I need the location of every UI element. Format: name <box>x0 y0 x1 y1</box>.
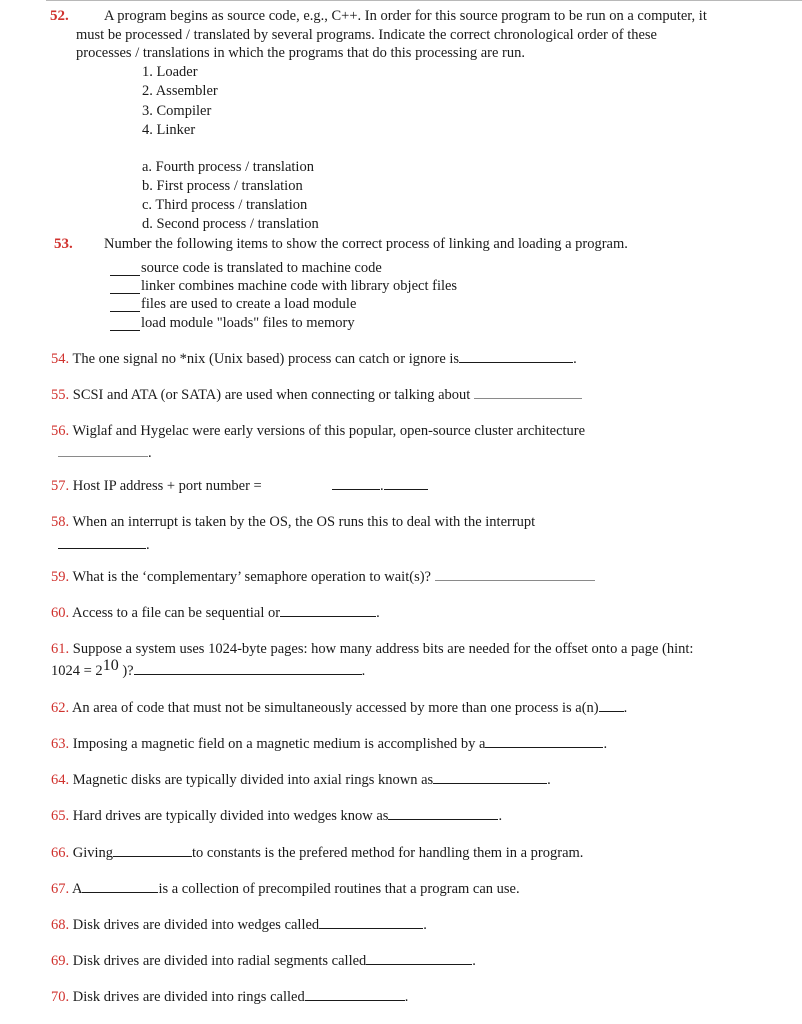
question-end: . <box>361 663 366 679</box>
list-item: 3. Compiler <box>142 103 212 119</box>
answer-blank[interactable] <box>433 782 547 784</box>
question-63 <box>51 736 607 753</box>
question-text-before: A <box>71 881 83 897</box>
question-text-before: Giving <box>72 845 114 861</box>
question-number: 56. <box>51 423 70 439</box>
question-number: 57. <box>51 478 70 494</box>
question-text: Wiglaf and Hygelac were early versions of this popular, open-source cluster architecture <box>72 423 586 439</box>
question-text: Imposing a magnetic field on a magnetic medium is accomplished by a <box>72 736 486 752</box>
answer-blank[interactable] <box>110 274 140 276</box>
answer-blank[interactable] <box>110 310 140 312</box>
question-end: . <box>404 989 409 1005</box>
question-end: . <box>148 445 152 461</box>
question-text: An area of code that must not be simultaneously accessed by more than one process is a(n) <box>71 700 599 716</box>
question-number: 52. <box>50 8 69 24</box>
question-55 <box>51 387 582 404</box>
question-64 <box>51 772 551 789</box>
question-number: 64. <box>51 772 70 788</box>
question-60 <box>51 605 380 622</box>
question-number: 65. <box>51 808 70 824</box>
question-58 <box>51 514 535 531</box>
question-text: Access to a file can be sequential or <box>71 605 281 621</box>
answer-blank[interactable] <box>134 673 362 675</box>
question-number: 53. <box>54 236 73 252</box>
question-59 <box>51 569 595 586</box>
question-text: Suppose a system uses 1024-byte pages: how many address bits are needed for the offset onto a page (hint: <box>72 641 694 657</box>
answer-blank[interactable] <box>319 927 423 929</box>
question-end: . <box>498 808 503 824</box>
question-56 <box>51 423 585 440</box>
option-item: b. First process / translation <box>142 178 303 194</box>
question-number: 59. <box>51 569 70 585</box>
list-item: load module "loads" files to memory <box>141 315 355 331</box>
question-56-answer <box>58 445 152 462</box>
question-end: . <box>472 953 476 969</box>
answer-blank[interactable] <box>384 488 428 490</box>
question-text: Disk drives are divided into rings called <box>72 989 305 1005</box>
question-end: . <box>623 700 628 716</box>
answer-blank[interactable] <box>82 891 158 893</box>
question-end: . <box>547 772 551 788</box>
question-text: Host IP address + port number = <box>72 478 262 494</box>
list-item: 2. Assembler <box>142 83 218 99</box>
top-rule <box>46 0 802 1</box>
question-number: 58. <box>51 514 70 530</box>
question-57-answer <box>332 478 428 495</box>
answer-blank[interactable] <box>388 818 498 820</box>
question-61-line2 <box>51 657 366 680</box>
list-item: files are used to create a load module <box>141 296 357 312</box>
formula-base: 1024 = 2 <box>51 663 103 679</box>
question-text: Magnetic disks are typically divided into axial rings known as <box>72 772 434 788</box>
list-item: 4. Linker <box>142 122 196 138</box>
question-end: . <box>573 351 577 367</box>
list-item: linker combines machine code with library object files <box>141 278 458 294</box>
question-text-line: processes / translations in which the programs that do this processing are run. <box>76 45 525 61</box>
question-68 <box>51 917 427 934</box>
answer-blank[interactable] <box>58 547 146 549</box>
option-item: d. Second process / translation <box>142 216 319 232</box>
question-number: 69. <box>51 953 70 969</box>
question-text: What is the ‘complementary’ semaphore operation to wait(s)? <box>72 569 431 585</box>
question-61 <box>51 641 693 658</box>
question-text: When an interrupt is taken by the OS, the OS runs this to deal with the interrupt <box>72 514 536 530</box>
question-text-line: A program begins as source code, e.g., C++. In order for this source program to be run on a computer, it <box>104 8 707 24</box>
formula-close: )? <box>118 663 134 679</box>
question-69 <box>51 953 476 970</box>
answer-blank[interactable] <box>305 999 405 1001</box>
question-text-line: must be processed / translated by several programs. Indicate the correct chronological order of these <box>76 27 657 43</box>
question-66 <box>51 845 583 862</box>
question-text: SCSI and ATA (or SATA) are used when connecting or talking about <box>72 387 471 403</box>
answer-blank[interactable] <box>474 397 582 399</box>
question-number: 61. <box>51 641 70 657</box>
answer-blank[interactable] <box>332 488 380 490</box>
question-number: 67. <box>51 881 70 897</box>
question-text-after: to constants is the prefered method for handling them in a program. <box>192 845 584 861</box>
question-70 <box>51 989 408 1006</box>
question-number: 54. <box>51 351 70 367</box>
question-text: Disk drives are divided into wedges called <box>72 917 320 933</box>
answer-blank[interactable] <box>58 455 148 457</box>
answer-blank[interactable] <box>435 579 595 581</box>
formula-exponent: 10 <box>102 657 119 674</box>
question-number: 66. <box>51 845 70 861</box>
list-item: source code is translated to machine code <box>141 260 382 276</box>
question-57 <box>51 478 262 495</box>
answer-blank[interactable] <box>110 329 140 331</box>
question-text: The one signal no *nix (Unix based) process can catch or ignore is <box>72 351 460 367</box>
answer-blank[interactable] <box>366 963 472 965</box>
question-text: Number the following items to show the correct process of linking and loading a program. <box>104 236 628 252</box>
question-number: 55. <box>51 387 70 403</box>
list-item: 1. Loader <box>142 64 198 80</box>
question-65 <box>51 808 502 825</box>
question-67 <box>51 881 520 898</box>
option-item: a. Fourth process / translation <box>142 159 314 175</box>
question-62 <box>51 700 627 717</box>
question-number: 68. <box>51 917 70 933</box>
question-text: Disk drives are divided into radial segments called <box>72 953 367 969</box>
question-number: 63. <box>51 736 70 752</box>
answer-blank[interactable] <box>599 710 624 712</box>
question-end: . <box>423 917 427 933</box>
question-number: 70. <box>51 989 70 1005</box>
answer-blank[interactable] <box>459 361 573 363</box>
question-number: 60. <box>51 605 70 621</box>
answer-blank[interactable] <box>485 746 603 748</box>
question-text-after: is a collection of precompiled routines that a program can use. <box>158 881 520 897</box>
answer-blank[interactable] <box>280 615 376 617</box>
answer-blank[interactable] <box>110 292 140 294</box>
question-end: . <box>380 478 384 494</box>
question-end: . <box>603 736 608 752</box>
question-58-answer <box>58 537 150 554</box>
question-number: 62. <box>51 700 70 716</box>
question-end: . <box>376 605 380 621</box>
answer-blank[interactable] <box>113 855 192 857</box>
question-end: . <box>146 537 150 553</box>
option-item: c. Third process / translation <box>142 197 308 213</box>
question-54 <box>51 351 577 368</box>
question-text: Hard drives are typically divided into wedges know as <box>72 808 389 824</box>
